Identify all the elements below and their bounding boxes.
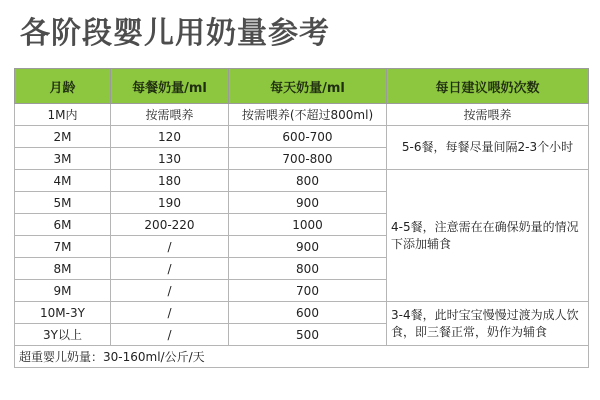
age-cell: 7M: [15, 236, 111, 258]
age-cell: 10M-3Y: [15, 302, 111, 324]
table-row: [15, 170, 589, 192]
table-header-row: [15, 69, 589, 104]
age-cell: 4M: [15, 170, 111, 192]
age-cell: 6M: [15, 214, 111, 236]
per-day-cell: 1000: [229, 214, 387, 236]
overweight-note: 超重婴儿奶量：30-160ml/公斤/天: [15, 346, 589, 368]
per-day-cell: 500: [229, 324, 387, 346]
per-day-cell: 900: [229, 236, 387, 258]
age-cell: 1M内: [15, 104, 111, 126]
per-day-cell: 按需喂养(不超过800ml): [229, 104, 387, 126]
per-day-cell: 600: [229, 302, 387, 324]
feeding-table: [14, 68, 589, 368]
frequency-cell: 按需喂养: [387, 104, 589, 126]
per-day-cell: 700-800: [229, 148, 387, 170]
table-footer-row: [15, 346, 589, 368]
per-meal-cell: /: [111, 258, 229, 280]
page-title: 各阶段婴儿用奶量参考: [20, 16, 330, 51]
age-cell: 3Y以上: [15, 324, 111, 346]
per-day-cell: 700: [229, 280, 387, 302]
header-age: 月龄: [15, 69, 111, 104]
table-row: [15, 126, 589, 148]
per-meal-cell: 190: [111, 192, 229, 214]
frequency-cell: 5-6餐，每餐尽量间隔2-3个小时: [387, 126, 589, 170]
header-per-meal: 每餐奶量/ml: [111, 69, 229, 104]
per-day-cell: 800: [229, 258, 387, 280]
per-meal-cell: /: [111, 302, 229, 324]
frequency-cell: 3-4餐，此时宝宝慢慢过渡为成人饮食，即三餐正常，奶作为辅食: [387, 302, 589, 346]
per-meal-cell: 130: [111, 148, 229, 170]
per-meal-cell: 按需喂养: [111, 104, 229, 126]
age-cell: 2M: [15, 126, 111, 148]
per-meal-cell: 180: [111, 170, 229, 192]
per-meal-cell: 120: [111, 126, 229, 148]
per-meal-cell: /: [111, 324, 229, 346]
header-frequency: 每日建议喂奶次数: [387, 69, 589, 104]
per-meal-cell: 200-220: [111, 214, 229, 236]
age-cell: 5M: [15, 192, 111, 214]
age-cell: 8M: [15, 258, 111, 280]
per-day-cell: 600-700: [229, 126, 387, 148]
per-day-cell: 900: [229, 192, 387, 214]
header-per-day: 每天奶量/ml: [229, 69, 387, 104]
per-meal-cell: /: [111, 236, 229, 258]
per-day-cell: 800: [229, 170, 387, 192]
age-cell: 9M: [15, 280, 111, 302]
frequency-cell: 4-5餐，注意需在在确保奶量的情况下添加辅食: [387, 170, 589, 302]
table-row: [15, 104, 589, 126]
per-meal-cell: /: [111, 280, 229, 302]
table-row: [15, 302, 589, 324]
age-cell: 3M: [15, 148, 111, 170]
